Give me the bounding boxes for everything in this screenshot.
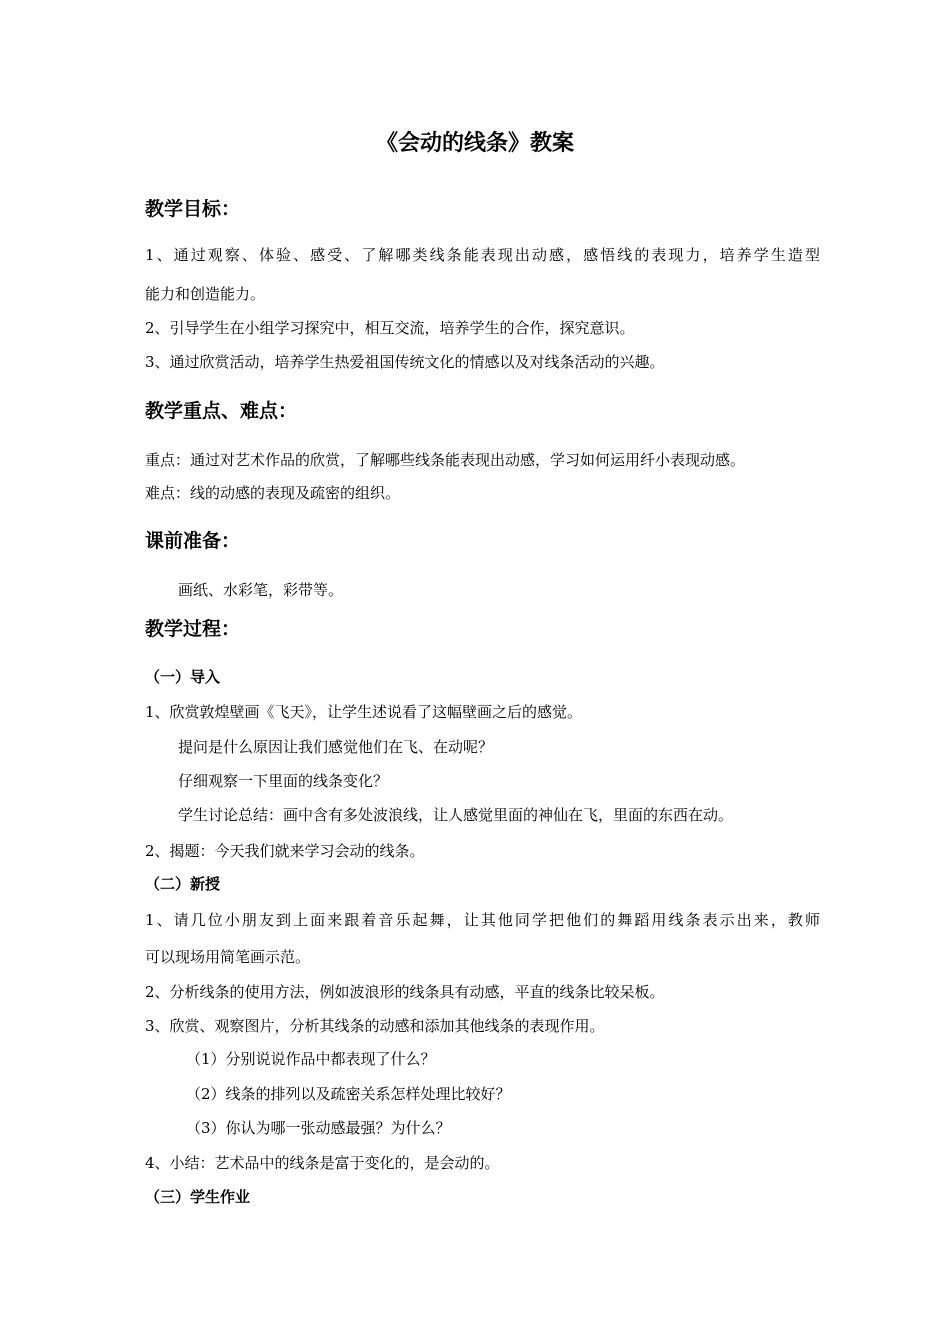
page-title: 《会动的线条》教案: [375, 131, 574, 156]
goal-1b: 能力和创造能力。: [145, 285, 266, 303]
part-1-label: （一）导入: [145, 668, 221, 686]
heading-goals: 教学目标：: [145, 198, 241, 220]
part-2-line-3: 3、欣赏、观察图片，分析其线条的动感和添加其他线条的表现作用。: [145, 1017, 605, 1035]
part-2-line-1b: 可以现场用简笔画示范。: [145, 948, 311, 966]
heading-process: 教学过程：: [145, 618, 241, 640]
part-2-line-4: 4、小结：艺术品中的线条是富于变化的，是会动的。: [145, 1154, 500, 1172]
part-1-line-1: 1、欣赏敦煌壁画《飞天》，让学生述说看了这幅壁画之后的感觉。: [145, 703, 583, 721]
part-2-label: （二）新授: [145, 875, 221, 893]
part-2-question-2: （2）线条的排列以及疏密关系怎样处理比较好？: [186, 1085, 511, 1103]
part-2-line-1a: 1、请几位小朋友到上面来跟着音乐起舞，让其他同学把他们的舞蹈用线条表示出来，教师: [145, 911, 820, 929]
difficult-point: 难点：线的动感的表现及疏密的组织。: [145, 484, 401, 502]
part-1-question-3: 学生讨论总结：画中含有多处波浪线，让人感觉里面的神仙在飞，里面的东西在动。: [178, 806, 734, 824]
part-2-line-2: 2、分析线条的使用方法，例如波浪形的线条具有动感，平直的线条比较呆板。: [145, 983, 665, 1001]
heading-key-points: 教学重点、难点：: [145, 400, 298, 422]
preparation-materials: 画纸、水彩笔，彩带等。: [178, 581, 344, 599]
part-2-question-1: （1）分别说说作品中都表现了什么？: [186, 1050, 436, 1068]
part-1-line-2: 2、揭题：今天我们就来学习会动的线条。: [145, 842, 425, 860]
heading-preparation: 课前准备：: [145, 530, 241, 552]
part-1-question-2: 仔细观察一下里面的线条变化？: [178, 772, 389, 790]
part-1-question-1: 提问是什么原因让我们感觉他们在飞、在动呢？: [178, 738, 494, 756]
goal-2: 2、引导学生在小组学习探究中，相互交流，培养学生的合作，探究意识。: [145, 319, 635, 337]
goal-3: 3、通过欣赏活动，培养学生热爱祖国传统文化的情感以及对线条活动的兴趣。: [145, 353, 665, 371]
key-point: 重点：通过对艺术作品的欣赏，了解哪些线条能表现出动感，学习如何运用纤小表现动感。: [145, 451, 746, 469]
part-2-question-3: （3）你认为哪一张动感最强？为什么？: [186, 1119, 451, 1137]
goal-1a: 1、通过观察、体验、感受、了解哪类线条能表现出动感，感悟线的表现力，培养学生造型: [145, 246, 820, 264]
part-3-label: （三）学生作业: [145, 1188, 251, 1206]
